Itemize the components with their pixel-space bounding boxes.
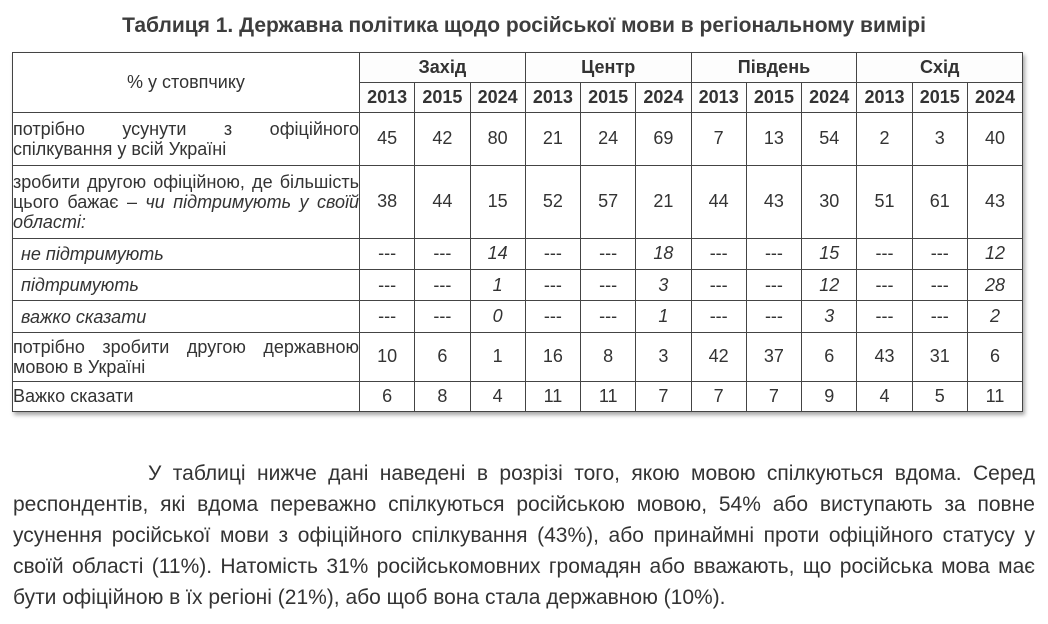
table-cell: ---	[912, 270, 967, 301]
table-cell: ---	[857, 238, 912, 269]
table-cell: 2	[967, 301, 1022, 332]
year-header: 2013	[525, 83, 580, 113]
year-header: 2024	[470, 83, 525, 113]
table-cell: 12	[802, 270, 857, 301]
table-cell: ---	[581, 270, 636, 301]
table-cell: 24	[581, 113, 636, 166]
table-cell: ---	[360, 301, 415, 332]
table-cell: 15	[470, 165, 525, 238]
table-cell: 0	[470, 301, 525, 332]
table-cell: ---	[691, 270, 746, 301]
row-label-text: зробити другою офіційною, де більшість цього бажає –	[13, 171, 359, 212]
row-label-italic: чи підтримують у своїй області:	[13, 191, 359, 232]
row-label-sub: важко сказати	[21, 306, 147, 327]
table-cell: ---	[525, 270, 580, 301]
table-cell: 21	[636, 165, 691, 238]
table-cell: 12	[967, 238, 1022, 269]
table-cell: 69	[636, 113, 691, 166]
table-cell: 13	[746, 113, 801, 166]
year-header: 2013	[857, 83, 912, 113]
table-corner-label: % у стовпчику	[13, 53, 360, 113]
table-cell: 43	[746, 165, 801, 238]
table-cell: ---	[691, 238, 746, 269]
table-cell: 4	[470, 381, 525, 411]
table-cell: 2	[857, 113, 912, 166]
row-label-text: Важко сказати	[13, 386, 134, 407]
row-label-sub: підтримують	[21, 275, 139, 296]
row-label	[13, 113, 360, 166]
table-cell: 16	[525, 332, 580, 381]
table-cell: 7	[636, 381, 691, 411]
table-cell: 54	[802, 113, 857, 166]
table-cell: 6	[415, 332, 470, 381]
table-cell: 8	[415, 381, 470, 411]
table-cell: 3	[912, 113, 967, 166]
table-cell: 18	[636, 238, 691, 269]
table-cell: 43	[967, 165, 1022, 238]
table-cell: 7	[746, 381, 801, 411]
table-cell: 15	[802, 238, 857, 269]
row-label	[13, 238, 360, 269]
table-cell: ---	[746, 238, 801, 269]
table-cell: 5	[912, 381, 967, 411]
table-cell: ---	[746, 270, 801, 301]
row-label	[13, 301, 360, 332]
table-cell: 14	[470, 238, 525, 269]
table-row	[13, 332, 1023, 381]
row-label	[13, 381, 360, 411]
table-cell: ---	[360, 270, 415, 301]
table-cell: 1	[470, 270, 525, 301]
table-cell: 4	[857, 381, 912, 411]
year-header: 2024	[967, 83, 1022, 113]
body-paragraph: У таблиці нижче дані наведені в розрізі того, якою мовою спілкуються вдома. Серед респондентів, які вдома переважно спілкуються російською мовою, 54% або виступають за повне усунення російської мови з офіційного спілкування (43%), або принаймні проти офіційного статусу у своїй області (11%). Натомість 31% російськомовних громадян або вважають, що російська мова має бути офіційною в їх регіоні (21%), або щоб вона стала державною (10%).	[13, 462, 1035, 609]
table-cell: ---	[691, 301, 746, 332]
table-cell: 42	[691, 332, 746, 381]
row-label	[13, 270, 360, 301]
region-header: Захід	[360, 53, 526, 83]
table-cell: ---	[857, 301, 912, 332]
table-cell: 45	[360, 113, 415, 166]
table-cell: 31	[912, 332, 967, 381]
table-cell: 6	[802, 332, 857, 381]
table-cell: 44	[691, 165, 746, 238]
row-label-text: потрібно зробити другою державною мовою в Україні	[13, 336, 359, 377]
table-cell: 51	[857, 165, 912, 238]
row-label	[13, 165, 360, 238]
table-cell: 1	[636, 301, 691, 332]
table-cell: 28	[967, 270, 1022, 301]
table-cell: 40	[967, 113, 1022, 166]
table-cell: ---	[581, 238, 636, 269]
table-cell: ---	[581, 301, 636, 332]
table-cell: 1	[470, 332, 525, 381]
table-header-regions	[13, 53, 1023, 83]
year-header: 2013	[691, 83, 746, 113]
table-cell: 52	[525, 165, 580, 238]
table-cell: 11	[967, 381, 1022, 411]
table-cell: 80	[470, 113, 525, 166]
regional-policy-table	[12, 52, 1023, 412]
table-cell: 11	[525, 381, 580, 411]
table-row	[13, 270, 1023, 301]
year-header: 2015	[746, 83, 801, 113]
table-cell: ---	[912, 301, 967, 332]
table-cell: 8	[581, 332, 636, 381]
table-cell: 44	[415, 165, 470, 238]
table-cell: 3	[636, 332, 691, 381]
table-row	[13, 165, 1023, 238]
year-header: 2015	[912, 83, 967, 113]
table-cell: 10	[360, 332, 415, 381]
table-cell: ---	[360, 238, 415, 269]
table-cell: 42	[415, 113, 470, 166]
table-cell: 38	[360, 165, 415, 238]
year-header: 2024	[636, 83, 691, 113]
year-header: 2015	[415, 83, 470, 113]
table-cell: 3	[802, 301, 857, 332]
table-cell: 37	[746, 332, 801, 381]
table-cell: ---	[857, 270, 912, 301]
table-title: Таблиця 1. Державна політика щодо російської мови в регіональному вимірі	[122, 14, 926, 37]
table-cell: 7	[691, 381, 746, 411]
table-cell: 6	[967, 332, 1022, 381]
table-cell: 57	[581, 165, 636, 238]
table-cell: ---	[746, 301, 801, 332]
table-cell: 43	[857, 332, 912, 381]
year-header: 2013	[360, 83, 415, 113]
table-row	[13, 381, 1023, 411]
table-cell: 3	[636, 270, 691, 301]
table-cell: 9	[802, 381, 857, 411]
table-cell: 61	[912, 165, 967, 238]
table-cell: 30	[802, 165, 857, 238]
table-row	[13, 113, 1023, 166]
table-cell: ---	[525, 301, 580, 332]
year-header: 2015	[581, 83, 636, 113]
region-header: Південь	[691, 53, 857, 83]
table-cell: 7	[691, 113, 746, 166]
table-cell: 21	[525, 113, 580, 166]
table-row	[13, 238, 1023, 269]
table-cell: 6	[360, 381, 415, 411]
row-label	[13, 332, 360, 381]
table-cell: ---	[525, 238, 580, 269]
table-cell: ---	[415, 301, 470, 332]
row-label-sub: не підтримують	[21, 243, 164, 264]
year-header: 2024	[802, 83, 857, 113]
table-cell: ---	[415, 238, 470, 269]
row-label-text: потрібно усунути з офіційного спілкування у всій Україні	[13, 118, 359, 159]
region-header: Центр	[525, 53, 691, 83]
table-cell: ---	[912, 238, 967, 269]
table-row	[13, 301, 1023, 332]
region-header: Схід	[857, 53, 1023, 83]
table-cell: 11	[581, 381, 636, 411]
table-cell: ---	[415, 270, 470, 301]
